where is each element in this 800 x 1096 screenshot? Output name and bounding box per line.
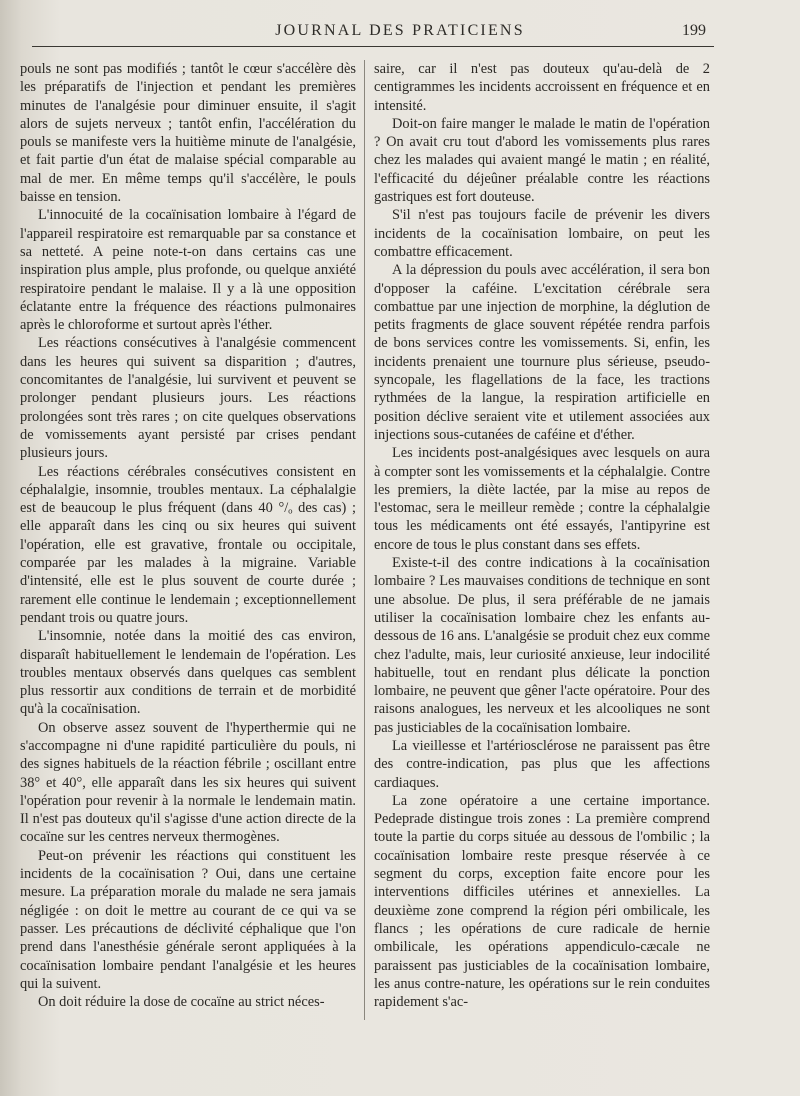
paragraph: La zone opératoire a une certaine importance. Pedeprade distingue trois zones : La première comprend toute la partie du corps située au dessous de l'ombilic ; la cocaïnisation lombaire reste presque réservée à ce segment du corps, exception faite encore pour les interventions difficiles utérines et annexielles. La deuxième zone comprend la région péri ombilicale, les flancs ; les opérations de cure radicale de hernie ombilicale, les opérations appendiculo-cæcale ne paraissent pas justiciables de la cocaïnisation lombaire, les anus contre-nature, les opérations sur le rein conduites rapidement s'ac-: [374, 792, 710, 1011]
paragraph: Les réactions cérébrales consécutives consistent en céphalalgie, insomnie, troubles mentaux. La céphalalgie est de beaucoup le plus fréquent (dans 40 °/ₒ des cas) ; elle apparaît dans les cinq ou six heures qui suivent l'opération, elle est gravative, frontale ou occipitale, comparée par les malades à la migraine. Variable d'intensité, elle est le plus souvent de courte durée ; rarement elle continue le lendemain ; exceptionnellement pendant trois ou quatre jours.: [20, 463, 356, 626]
paragraph: saire, car il n'est pas douteux qu'au-delà de 2 centigrammes les incidents accroissent en fréquence et en intensité.: [374, 61, 710, 114]
right-column: [374, 60, 710, 1080]
header-rule: [32, 46, 714, 47]
paragraph: Existe-t-il des contre indications à la cocaïnisation lombaire ? Les mauvaises conditions de technique en sont une absolue. De plus, il sera préférable de ne jamais utiliser la cocaïnisation lombaire chez les enfants au-dessous de 16 ans. L'analgésie se produit chez eux comme chez l'adulte, mais, leur curiosité anxieuse, leur indocilité habituelle, tout en rendant plus délicate la ponction lombaire, ne peuvent que gêner l'acte opératoire. Pour des raisons analogues, les nerveux et les alcooliques ne sont pas justiciables de la cocaïnisation lombaire.: [374, 555, 710, 736]
page-number: 199: [682, 22, 706, 39]
running-header: [0, 22, 800, 52]
left-column: [20, 60, 356, 1080]
paragraph: Les réactions consécutives à l'analgésie commencent dans les heures qui suivent sa disparition ; d'autres, concomitantes de l'analgésie, lui survivent et peuvent se prolonger pendant plusieurs jours. Les réactions prolongées sont très rares ; on cite quelques observations de vomissements ayant persisté par crises pendant plusieurs jours.: [20, 335, 356, 462]
paragraph: Peut-on prévenir les réactions qui constituent les incidents de la cocaïnisation ? Oui, dans une certaine mesure. La préparation morale du malade ne sera jamais négligée : on doit le mettre au courant de ce qui va se passer. Les précautions de déclivité céphalique que l'on prend dans l'anesthésie générale seront appliquées à la cocaïnisation lombaire pendant l'analgésie et les heures qui la suivent.: [20, 847, 356, 992]
paragraph: On observe assez souvent de l'hyperthermie qui ne s'accompagne ni d'une rapidité particulière du pouls, ni des signes habituels de la réaction fébrile ; oscillant entre 38° et 40°, elle apparaît dans les six heures qui suivent l'opération pour revenir à la normale le lendemain matin. Il n'est pas douteux qu'il s'agisse d'une action directe de la cocaïne sur les centres nerveux thermogènes.: [20, 719, 356, 846]
paragraph: pouls ne sont pas modifiés ; tantôt le cœur s'accélère dès les préparatifs de l'injection et pendant les premières minutes de l'analgésie pour diminuer ensuite, il s'agit alors de sujets nerveux ; tantôt enfin, l'accélération du pouls se manifeste vers la huitième minute de l'analgésie, et fait partie d'un état de malaise spécial comparable au mal de mer. En même temps qu'il s'accélère, le pouls baisse en tension.: [20, 61, 356, 206]
paragraph: On doit réduire la dose de cocaïne au strict néces-: [38, 994, 325, 1011]
paragraph: A la dépression du pouls avec accélération, il sera bon d'opposer la caféine. L'excitation cérébrale sera combattue par une injection de morphine, la déglution de petits fragments de glace souvent répétée rendra parfois de bons services contre les vomissements. Si, enfin, les incidents prenaient une tournure plus sérieuse, pseudo-syncopale, les flagellations de la face, les tractions rythmées de la langue, la respiration artificielle en position déclive seraient vite et utilement associées aux injections sous-cutanées de caféine et d'éther.: [374, 262, 710, 443]
paragraph: S'il n'est pas toujours facile de prévenir les divers incidents de la cocaïnisation lombaire, on peut les combattre efficacement.: [374, 207, 710, 260]
paragraph: La vieillesse et l'artériosclérose ne paraissent pas être des contre-indication, pas plus que les affections cardiaques.: [374, 737, 710, 791]
paragraph: L'insomnie, notée dans la moitié des cas environ, disparaît habituellement le lendemain de l'opération. Les troubles mentaux observés dans quelques cas semblent plus ressortir aux conditions de terrain et de morbidité qu'à la cocaïnisation.: [20, 628, 356, 718]
paragraph: Doit-on faire manger le malade le matin de l'opération ? On avait cru tout d'abord les vomissements plus rares chez les malades qui avaient mangé le matin ; en réalité, l'efficacité du déjeûner préalable contre les réactions gastriques est fort douteuse.: [374, 115, 710, 206]
journal-title: JOURNAL DES PRATICIENS: [275, 22, 525, 39]
column-divider: [364, 60, 365, 1020]
paragraph: L'innocuité de la cocaïnisation lombaire à l'égard de l'appareil respiratoire est remarquable par sa constance et sa netteté. A peine note-t-on dans certains cas une inspiration plus ample, plus profonde, ou quelque anxiété respiratoire pendant le malaise. Il y a là une opposition éclatante entre la fréquence des réactions pulmonaires après le chloroforme et surtout après l'éther.: [20, 207, 356, 334]
paragraph: Les incidents post-analgésiques avec lesquels on aura à compter sont les vomissements et la céphalalgie. Contre les premiers, la diète lactée, par la mise au repos de l'estomac, sera le meilleur remède ; contre la céphalalgie tous les médicaments ont été essayés, l'antipyrine est encore de tous le plus constant dans ses effets.: [374, 445, 710, 553]
